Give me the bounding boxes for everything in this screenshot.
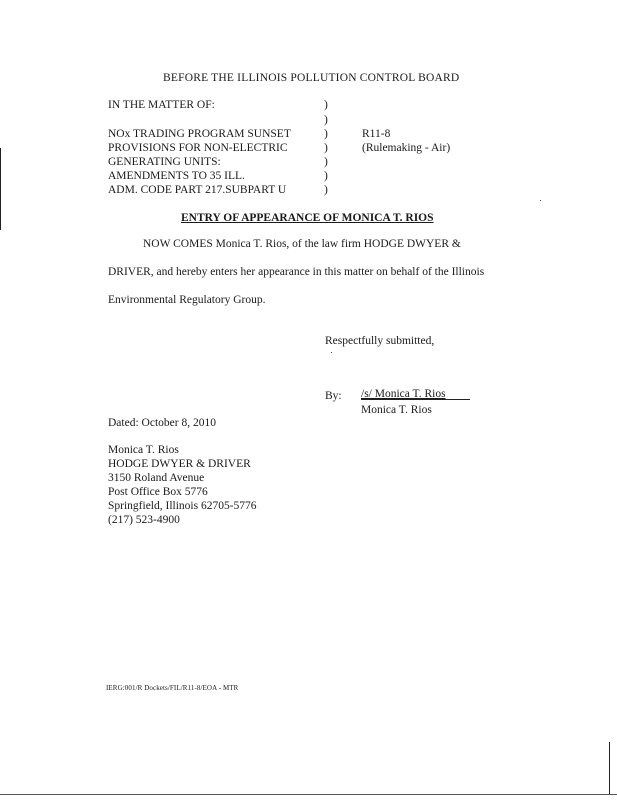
- case-type: (Rulemaking - Air): [362, 142, 451, 154]
- scan-edge-bottom: [0, 794, 617, 795]
- contact-line: Springfield, Illinois 62705-5776: [108, 500, 257, 512]
- date-line: Dated: October 8, 2010: [108, 417, 216, 429]
- caption-paren: ): [324, 128, 328, 140]
- document-heading: ENTRY OF APPEARANCE OF MONICA T. RIOS: [181, 212, 434, 224]
- caption-paren: ): [324, 184, 328, 196]
- case-number: R11-8: [362, 128, 391, 140]
- contact-line: (217) 523-4900: [108, 514, 180, 526]
- contact-line: 3150 Roland Avenue: [108, 472, 205, 484]
- board-title: BEFORE THE ILLINOIS POLLUTION CONTROL BOARD: [163, 72, 460, 84]
- scan-edge-left: [0, 148, 1, 230]
- caption-line: GENERATING UNITS:: [108, 156, 221, 168]
- caption-line: AMENDMENTS TO 35 ILL.: [108, 170, 245, 182]
- caption-paren: ): [324, 156, 328, 168]
- scan-edge-right: [609, 742, 610, 794]
- signature-name: Monica T. Rios: [361, 404, 432, 416]
- contact-line: Monica T. Rios: [108, 444, 179, 456]
- footer-path: IERG:001/R Dockets/FIL/R11-8/EOA - MTR: [106, 684, 239, 692]
- caption-paren: ): [324, 114, 328, 126]
- contact-line: Post Office Box 5776: [108, 486, 208, 498]
- caption-line: ADM. CODE PART 217.SUBPART U: [108, 184, 287, 196]
- signature-by-label: By:: [325, 390, 342, 402]
- caption-matter-of: IN THE MATTER OF:: [108, 99, 215, 111]
- caption-paren: ): [324, 99, 328, 111]
- contact-line: HODGE DWYER & DRIVER: [108, 458, 251, 470]
- body-line: NOW COMES Monica T. Rios, of the law firm HODGE DWYER &: [143, 238, 461, 250]
- caption-paren: ): [324, 142, 328, 154]
- caption-line: PROVISIONS FOR NON-ELECTRIC: [108, 142, 288, 154]
- caption-paren: ): [324, 170, 328, 182]
- signature-signed: /s/ Monica T. Rios: [361, 388, 446, 400]
- signature-closing: Respectfully submitted,: [325, 335, 435, 347]
- scan-speck: [331, 352, 332, 353]
- body-line: Environmental Regulatory Group.: [108, 294, 266, 306]
- scan-speck: [540, 200, 541, 201]
- body-line: DRIVER, and hereby enters her appearance in this matter on behalf of the Illinois: [108, 266, 485, 278]
- caption-line: NOx TRADING PROGRAM SUNSET: [108, 128, 291, 140]
